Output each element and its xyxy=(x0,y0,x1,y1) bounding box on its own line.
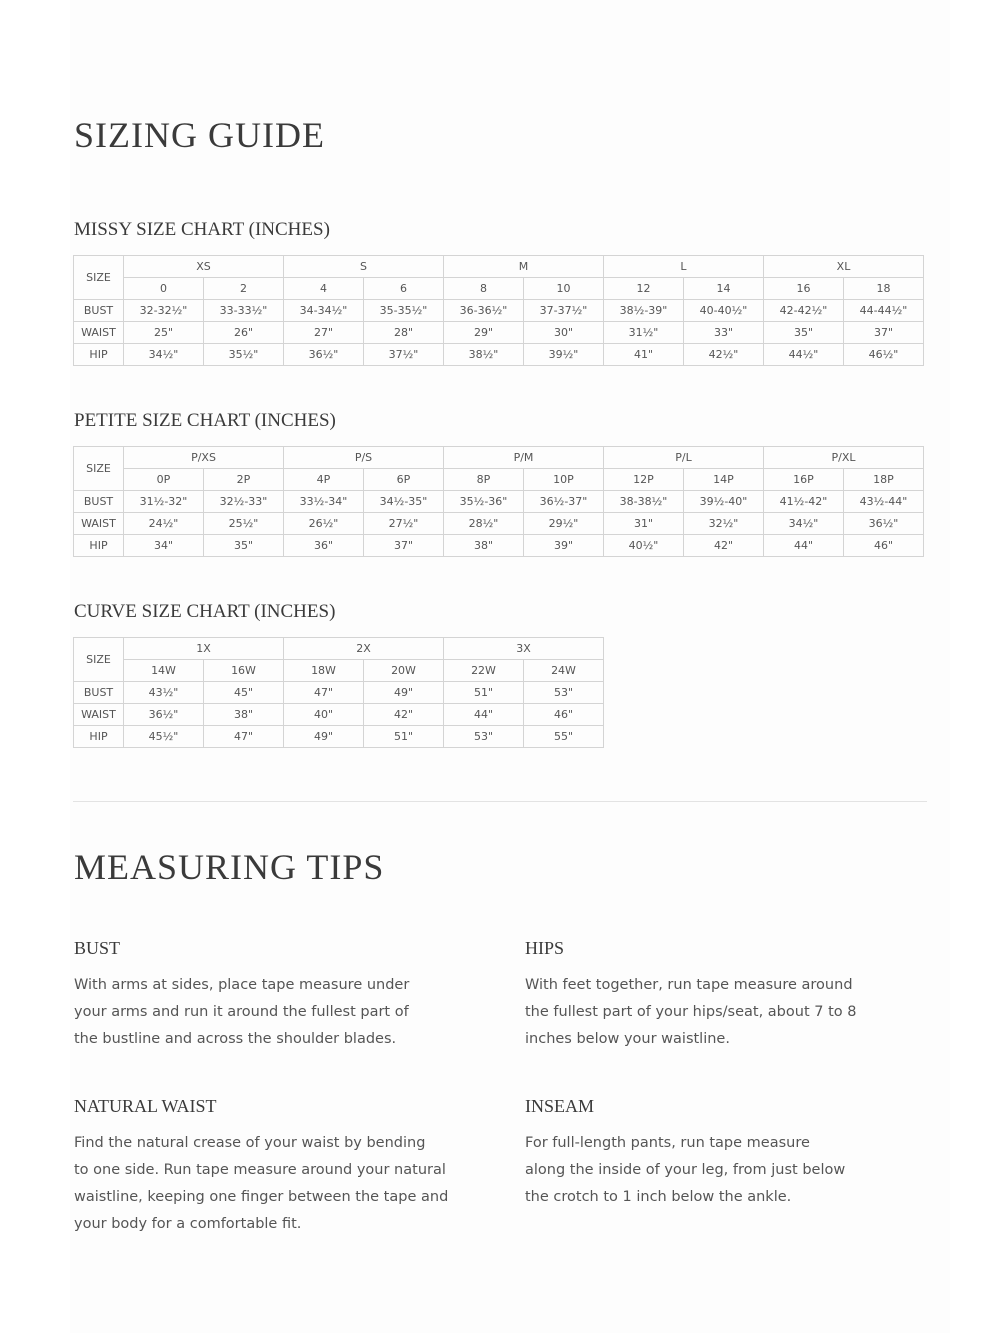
size-header-row xyxy=(74,660,604,682)
tip-waist-heading: NATURAL WAIST xyxy=(74,1096,217,1116)
size-header-cell: 24W xyxy=(524,660,604,682)
group-header-row xyxy=(74,256,924,278)
measuring-tips-title: MEASURING TIPS xyxy=(74,847,385,887)
table-cell: 53" xyxy=(444,726,524,748)
table-cell: 49" xyxy=(364,682,444,704)
table-cell: 27" xyxy=(284,322,364,344)
table-cell: 28½" xyxy=(444,513,524,535)
group-header-cell: XL xyxy=(764,256,924,278)
group-header-row xyxy=(74,447,924,469)
size-header-cell: 14W xyxy=(124,660,204,682)
table-cell: 35-35½" xyxy=(364,300,444,322)
table-row xyxy=(74,300,924,322)
tip-inseam-text: For full-length pants, run tape measure along the inside of your leg, from just below the crotch to 1 inch below the ankle. xyxy=(525,1135,846,1205)
table-cell: 42" xyxy=(684,535,764,557)
group-header-cell: 3X xyxy=(444,638,604,660)
table-row xyxy=(74,704,604,726)
table-cell: 33½-34" xyxy=(284,491,364,513)
table-cell: 36½" xyxy=(284,344,364,366)
row-label-cell: BUST xyxy=(74,491,124,513)
table-cell: 55" xyxy=(524,726,604,748)
table-cell: 25½" xyxy=(204,513,284,535)
table-cell: 38½-39" xyxy=(604,300,684,322)
table-cell: 42½" xyxy=(684,344,764,366)
table-cell: 38-38½" xyxy=(604,491,684,513)
table-cell: 34½" xyxy=(764,513,844,535)
table-row xyxy=(74,322,924,344)
table-cell: 38" xyxy=(444,535,524,557)
group-header-cell: M xyxy=(444,256,604,278)
size-header-cell: 4P xyxy=(284,469,364,491)
table-cell: 47" xyxy=(204,726,284,748)
table-cell: 34½" xyxy=(124,344,204,366)
size-header-cell: 8P xyxy=(444,469,524,491)
table-cell: 41½-42" xyxy=(764,491,844,513)
table-row xyxy=(74,344,924,366)
row-label-cell: BUST xyxy=(74,300,124,322)
table-cell: 24½" xyxy=(124,513,204,535)
table-cell: 26" xyxy=(204,322,284,344)
size-header-cell: 0 xyxy=(124,278,204,300)
table-cell: 28" xyxy=(364,322,444,344)
table-cell: 36½" xyxy=(844,513,924,535)
row-label-cell: WAIST xyxy=(74,704,124,726)
table-cell: 34" xyxy=(124,535,204,557)
size-header-cell: 20W xyxy=(364,660,444,682)
table-cell: 44½" xyxy=(764,344,844,366)
size-header-cell: 12 xyxy=(604,278,684,300)
missy-size-table xyxy=(73,255,924,366)
table-cell: 36½" xyxy=(124,704,204,726)
size-header-row xyxy=(74,469,924,491)
table-cell: 39½-40" xyxy=(684,491,764,513)
table-cell: 33" xyxy=(684,322,764,344)
table-cell: 35½-36" xyxy=(444,491,524,513)
table-cell: 32½-33" xyxy=(204,491,284,513)
size-header-cell: 18P xyxy=(844,469,924,491)
tip-waist-text: Find the natural crease of your waist by bending to one side. Run tape measure around your natural waistline, keeping one finger between the tape and your body for a comfortable fit. xyxy=(74,1135,449,1232)
table-cell: 36½-37" xyxy=(524,491,604,513)
size-header-cell: 6 xyxy=(364,278,444,300)
table-cell: 30" xyxy=(524,322,604,344)
size-header-cell: 18 xyxy=(844,278,924,300)
table-cell: 37-37½" xyxy=(524,300,604,322)
table-cell: 42" xyxy=(364,704,444,726)
group-header-cell: S xyxy=(284,256,444,278)
size-header-cell: 6P xyxy=(364,469,444,491)
row-label-cell: WAIST xyxy=(74,513,124,535)
table-cell: 45½" xyxy=(124,726,204,748)
table-cell: 44" xyxy=(444,704,524,726)
tip-bust-heading: BUST xyxy=(74,938,121,958)
size-header-cell: 16 xyxy=(764,278,844,300)
table-cell: 37" xyxy=(364,535,444,557)
table-cell: 43½" xyxy=(124,682,204,704)
size-header-cell: 16W xyxy=(204,660,284,682)
row-label-cell: BUST xyxy=(74,682,124,704)
table-cell: 32½" xyxy=(684,513,764,535)
table-cell: 40" xyxy=(284,704,364,726)
table-cell: 38" xyxy=(204,704,284,726)
table-cell: 27½" xyxy=(364,513,444,535)
table-cell: 35" xyxy=(764,322,844,344)
table-cell: 38½" xyxy=(444,344,524,366)
size-header-cell: 10 xyxy=(524,278,604,300)
table-cell: 36" xyxy=(284,535,364,557)
table-cell: 51" xyxy=(444,682,524,704)
size-header-cell: 22W xyxy=(444,660,524,682)
table-cell: 29½" xyxy=(524,513,604,535)
size-label-cell: SIZE xyxy=(74,638,124,682)
row-label-cell: HIP xyxy=(74,535,124,557)
size-header-cell: 14 xyxy=(684,278,764,300)
table-cell: 43½-44" xyxy=(844,491,924,513)
group-header-cell: P/XS xyxy=(124,447,284,469)
size-label-cell: SIZE xyxy=(74,447,124,491)
size-header-cell: 16P xyxy=(764,469,844,491)
size-header-cell: 10P xyxy=(524,469,604,491)
tip-bust-text: With arms at sides, place tape measure under your arms and run it around the fullest part of the bustline and across the shoulder blades. xyxy=(74,977,410,1047)
table-cell: 42-42½" xyxy=(764,300,844,322)
table-cell: 31½-32" xyxy=(124,491,204,513)
row-label-cell: HIP xyxy=(74,726,124,748)
size-header-cell: 2P xyxy=(204,469,284,491)
table-cell: 40-40½" xyxy=(684,300,764,322)
table-cell: 35½" xyxy=(204,344,284,366)
table-cell: 35" xyxy=(204,535,284,557)
table-cell: 31" xyxy=(604,513,684,535)
table-cell: 29" xyxy=(444,322,524,344)
table-cell: 39" xyxy=(524,535,604,557)
tip-inseam-heading: INSEAM xyxy=(525,1096,595,1116)
size-header-cell: 2 xyxy=(204,278,284,300)
table-cell: 46½" xyxy=(844,344,924,366)
size-header-cell: 12P xyxy=(604,469,684,491)
size-header-row xyxy=(74,278,924,300)
group-header-cell: P/L xyxy=(604,447,764,469)
table-cell: 31½" xyxy=(604,322,684,344)
table-cell: 45" xyxy=(204,682,284,704)
group-header-row xyxy=(74,638,604,660)
tip-hips-heading: HIPS xyxy=(525,938,565,958)
table-cell: 37" xyxy=(844,322,924,344)
size-header-cell: 14P xyxy=(684,469,764,491)
curve-size-table xyxy=(73,637,604,748)
table-row xyxy=(74,726,604,748)
table-cell: 37½" xyxy=(364,344,444,366)
group-header-cell: P/XL xyxy=(764,447,924,469)
table-cell: 53" xyxy=(524,682,604,704)
table-cell: 46" xyxy=(524,704,604,726)
table-cell: 40½" xyxy=(604,535,684,557)
table-cell: 44" xyxy=(764,535,844,557)
table-cell: 46" xyxy=(844,535,924,557)
table-row xyxy=(74,491,924,513)
row-label-cell: HIP xyxy=(74,344,124,366)
table-cell: 44-44½" xyxy=(844,300,924,322)
table-row xyxy=(74,513,924,535)
table-cell: 32-32½" xyxy=(124,300,204,322)
group-header-cell: P/S xyxy=(284,447,444,469)
tip-hips-text: With feet together, run tape measure around the fullest part of your hips/seat, about 7 to 8 inches below your waistline. xyxy=(525,977,857,1047)
page-title: SIZING GUIDE xyxy=(74,115,325,155)
section-divider xyxy=(73,801,927,802)
table-cell: 33-33½" xyxy=(204,300,284,322)
group-header-cell: P/M xyxy=(444,447,604,469)
table-cell: 25" xyxy=(124,322,204,344)
table-cell: 26½" xyxy=(284,513,364,535)
table-cell: 39½" xyxy=(524,344,604,366)
table-cell: 47" xyxy=(284,682,364,704)
size-label-cell: SIZE xyxy=(74,256,124,300)
row-label-cell: WAIST xyxy=(74,322,124,344)
table-cell: 41" xyxy=(604,344,684,366)
table-cell: 36-36½" xyxy=(444,300,524,322)
curve-chart-heading: CURVE SIZE CHART (INCHES) xyxy=(74,601,336,622)
missy-chart-heading: MISSY SIZE CHART (INCHES) xyxy=(74,219,330,240)
group-header-cell: 2X xyxy=(284,638,444,660)
size-header-cell: 0P xyxy=(124,469,204,491)
petite-size-table xyxy=(73,446,924,557)
table-cell: 51" xyxy=(364,726,444,748)
group-header-cell: 1X xyxy=(124,638,284,660)
group-header-cell: L xyxy=(604,256,764,278)
table-cell: 34-34½" xyxy=(284,300,364,322)
petite-chart-heading: PETITE SIZE CHART (INCHES) xyxy=(74,410,336,431)
size-header-cell: 18W xyxy=(284,660,364,682)
table-row xyxy=(74,535,924,557)
size-header-cell: 8 xyxy=(444,278,524,300)
table-row xyxy=(74,682,604,704)
table-cell: 34½-35" xyxy=(364,491,444,513)
group-header-cell: XS xyxy=(124,256,284,278)
table-cell: 49" xyxy=(284,726,364,748)
size-header-cell: 4 xyxy=(284,278,364,300)
